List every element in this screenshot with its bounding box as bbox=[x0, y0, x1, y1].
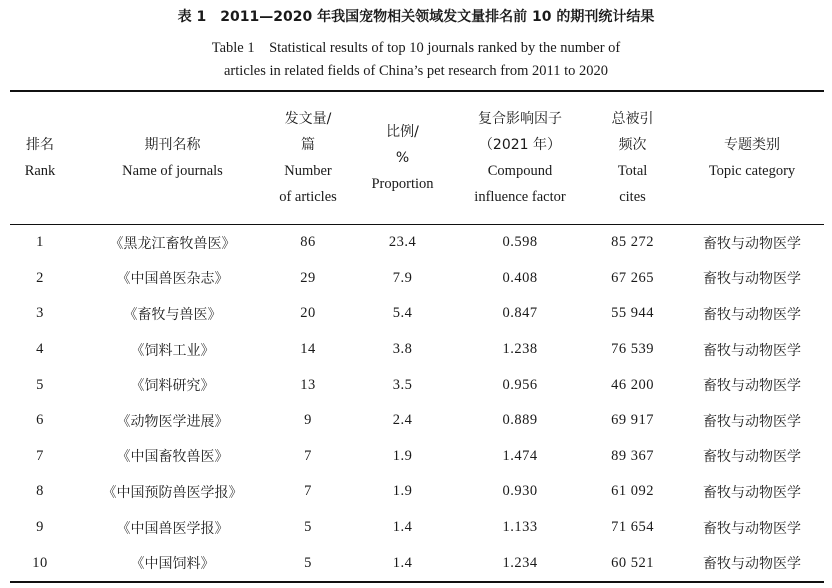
header-topic-en: Topic category bbox=[708, 163, 796, 179]
cell-impact: 0.889 bbox=[502, 412, 538, 429]
cell-rank: 3 bbox=[36, 305, 44, 322]
cell-articles: 7 bbox=[304, 483, 312, 500]
cell-impact: 0.408 bbox=[502, 269, 538, 286]
cell-impact: 1.133 bbox=[502, 519, 538, 536]
cell-proportion: 1.9 bbox=[392, 483, 413, 500]
cell-rank: 8 bbox=[36, 483, 44, 500]
table-row bbox=[10, 474, 824, 510]
table-title-en-line1: Table 1 Statistical results of top 10 journals ranked by the number of bbox=[211, 40, 621, 56]
cell-cites: 71 654 bbox=[611, 519, 654, 536]
cell-impact: 0.847 bbox=[502, 305, 538, 322]
table-title-zh: 表 1 2011—2020 年我国宠物相关领域发文量排名前 10 的期刊统计结果 bbox=[177, 9, 655, 25]
header-articles-en-2: of articles bbox=[279, 189, 337, 205]
cell-topic: 畜牧与动物医学 bbox=[703, 449, 801, 466]
table-header bbox=[10, 92, 824, 224]
cell-journal: 《畜牧与兽医》 bbox=[123, 306, 222, 323]
cell-rank: 7 bbox=[36, 447, 44, 464]
header-articles bbox=[268, 92, 348, 224]
cell-rank: 4 bbox=[36, 341, 44, 358]
header-rank-zh: 排名 bbox=[25, 137, 54, 153]
cell-proportion: 3.5 bbox=[392, 376, 413, 393]
cell-topic: 畜牧与动物医学 bbox=[703, 306, 801, 323]
table-body bbox=[10, 225, 824, 581]
cell-articles: 5 bbox=[304, 554, 312, 571]
cell-topic: 畜牧与动物医学 bbox=[703, 271, 801, 288]
table-row bbox=[10, 225, 824, 261]
cell-rank: 1 bbox=[36, 234, 44, 251]
cell-cites: 85 272 bbox=[611, 234, 654, 251]
header-impact-zh-2: （2021 年） bbox=[478, 137, 562, 153]
cell-topic: 畜牧与动物医学 bbox=[703, 378, 801, 395]
cell-impact: 0.598 bbox=[502, 234, 538, 251]
header-articles-en-1: Number bbox=[284, 163, 332, 179]
cell-articles: 13 bbox=[300, 376, 316, 393]
header-articles-zh-2: 篇 bbox=[300, 137, 315, 153]
header-rank-en: Rank bbox=[24, 163, 56, 179]
cell-journal: 《黑龙江畜牧兽医》 bbox=[109, 235, 236, 252]
header-cites-en-2: cites bbox=[619, 189, 646, 205]
cell-impact: 0.956 bbox=[502, 376, 538, 393]
header-journal-zh: 期刊名称 bbox=[144, 137, 201, 153]
header-topic bbox=[680, 92, 824, 224]
cell-proportion: 7.9 bbox=[392, 269, 413, 286]
header-impact bbox=[458, 92, 582, 224]
header-cites bbox=[590, 92, 675, 224]
table-row bbox=[10, 296, 824, 332]
cell-journal: 《中国兽医学报》 bbox=[116, 520, 229, 537]
cell-articles: 14 bbox=[300, 341, 316, 358]
cell-articles: 7 bbox=[304, 447, 312, 464]
cell-impact: 1.238 bbox=[502, 341, 538, 358]
cell-cites: 55 944 bbox=[611, 305, 654, 322]
header-rank bbox=[10, 92, 70, 224]
cell-topic: 畜牧与动物医学 bbox=[703, 342, 801, 359]
cell-cites: 67 265 bbox=[611, 269, 654, 286]
header-proportion-zh-2: % bbox=[395, 150, 410, 166]
cell-topic: 畜牧与动物医学 bbox=[703, 484, 801, 501]
cell-cites: 46 200 bbox=[611, 376, 654, 393]
cell-journal: 《中国预防兽医学报》 bbox=[102, 484, 243, 501]
cell-topic: 畜牧与动物医学 bbox=[703, 235, 801, 252]
cell-topic: 畜牧与动物医学 bbox=[703, 413, 801, 430]
cell-cites: 69 917 bbox=[611, 412, 654, 429]
header-journal-en: Name of journals bbox=[122, 163, 223, 179]
cell-proportion: 3.8 bbox=[392, 341, 413, 358]
cell-proportion: 5.4 bbox=[392, 305, 413, 322]
table-row bbox=[10, 439, 824, 475]
cell-journal: 《中国兽医杂志》 bbox=[116, 271, 229, 288]
cell-rank: 5 bbox=[36, 376, 44, 393]
header-impact-en-1: Compound bbox=[487, 163, 553, 179]
cell-impact: 1.234 bbox=[502, 554, 538, 571]
cell-rank: 9 bbox=[36, 519, 44, 536]
cell-proportion: 2.4 bbox=[392, 412, 413, 429]
table-row bbox=[10, 367, 824, 403]
header-journal bbox=[80, 92, 265, 224]
header-proportion-zh-1: 比例/ bbox=[386, 124, 419, 140]
cell-proportion: 1.4 bbox=[392, 519, 413, 536]
header-cites-zh-1: 总被引 bbox=[611, 111, 654, 127]
cell-journal: 《饲料工业》 bbox=[130, 342, 215, 359]
table-title-en-line2: articles in related fields of China’s pet research from 2011 to 2020 bbox=[224, 63, 608, 79]
cell-journal: 《中国饲料》 bbox=[130, 556, 215, 573]
cell-journal: 《中国畜牧兽医》 bbox=[116, 449, 229, 466]
cell-proportion: 23.4 bbox=[388, 234, 417, 251]
cell-articles: 20 bbox=[300, 305, 316, 322]
cell-impact: 0.930 bbox=[502, 483, 538, 500]
cell-journal: 《动物医学进展》 bbox=[116, 413, 229, 430]
cell-articles: 9 bbox=[304, 412, 312, 429]
cell-journal: 《饲料研究》 bbox=[130, 378, 215, 395]
table-row bbox=[10, 510, 824, 546]
header-articles-zh-1: 发文量/ bbox=[284, 111, 332, 127]
table-bottom-rule bbox=[10, 581, 824, 583]
cell-rank: 10 bbox=[32, 554, 48, 571]
cell-cites: 89 367 bbox=[611, 447, 654, 464]
cell-topic: 畜牧与动物医学 bbox=[703, 556, 801, 573]
header-proportion-en: Proportion bbox=[371, 176, 434, 192]
cell-cites: 61 092 bbox=[611, 483, 654, 500]
cell-articles: 5 bbox=[304, 519, 312, 536]
cell-articles: 86 bbox=[300, 234, 316, 251]
header-cites-en-1: Total bbox=[617, 163, 648, 179]
cell-topic: 畜牧与动物医学 bbox=[703, 520, 801, 537]
header-topic-zh: 专题类别 bbox=[723, 137, 780, 153]
header-impact-en-2: influence factor bbox=[474, 189, 566, 205]
header-impact-zh-1: 复合影响因子 bbox=[477, 111, 562, 127]
header-cites-zh-2: 频次 bbox=[618, 137, 647, 153]
cell-cites: 60 521 bbox=[611, 554, 654, 571]
cell-proportion: 1.4 bbox=[392, 554, 413, 571]
cell-articles: 29 bbox=[300, 269, 316, 286]
cell-impact: 1.474 bbox=[502, 447, 538, 464]
cell-proportion: 1.9 bbox=[392, 447, 413, 464]
cell-rank: 2 bbox=[36, 269, 44, 286]
cell-rank: 6 bbox=[36, 412, 44, 429]
table-row bbox=[10, 332, 824, 368]
table-row bbox=[10, 545, 824, 581]
table-row bbox=[10, 261, 824, 297]
header-proportion bbox=[355, 92, 450, 224]
table-row bbox=[10, 403, 824, 439]
cell-cites: 76 539 bbox=[611, 341, 654, 358]
